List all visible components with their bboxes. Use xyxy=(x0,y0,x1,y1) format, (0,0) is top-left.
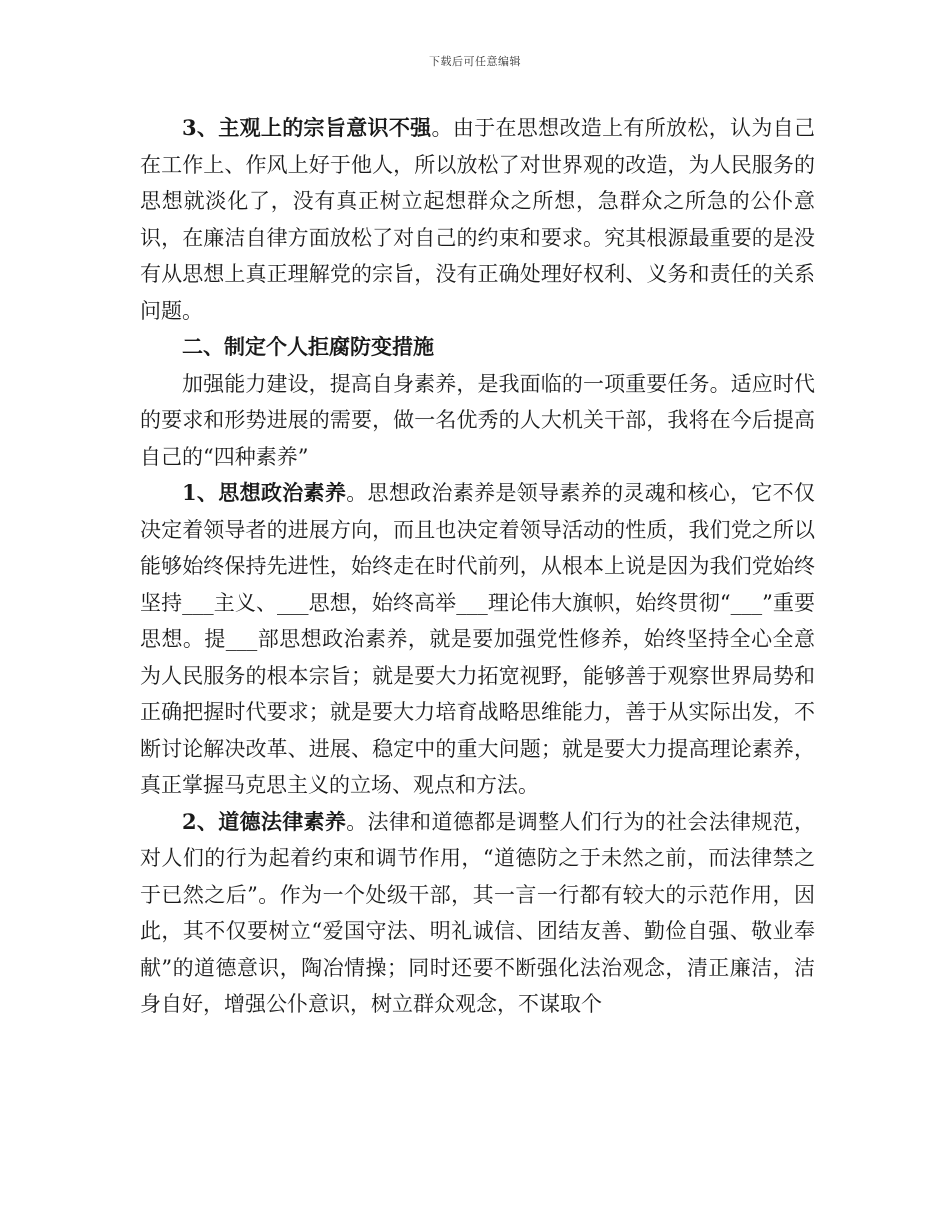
paragraph-text: 。思想政治素养是领导素养的灵魂和核心，它不仅决定着领导者的进展方向，而且也决定着领导活动的性质，我们党之所以能够始终保持先进性，始终走在时代前列，从根本上说是因为我们党始终坚持___主义、___思想，始终高举___理论伟大旗帜，始终贯彻“___”重要思想。提___部思想政治素养，就是要加强党性修养，始终坚持全心全意为人民服务的根本宗旨；就是要大力拓宽视野，能够善于观察世界局势和正确把握时代要求；就是要大力培育战略思维能力，善于从实际出发，不断讨论解决改革、进展、稳定中的重大问题；就是要大力提高理论素养，真正掌握马克思主义的立场、观点和方法。 xyxy=(140,481,815,797)
paragraph-lead: 1、思想政治素养 xyxy=(182,480,347,505)
document-body xyxy=(140,110,815,1023)
paragraph-purpose-awareness xyxy=(140,110,815,329)
paragraph-text: 。法律和道德都是调整人们行为的社会法律规范，对人们的行为起着约束和调节作用，“道德防之于未然之前，而法律禁之于已然之后”。作为一个处级干部，其一言一行都有较大的示范作用，因此，其不仅要树立“爱国守法、明礼诚信、团结友善、勤俭自强、敬业奉献”的道德意识，陶冶情操；同时还要不断强化法治观念，清正廉洁，洁身自好，增强公仆意识，树立群众观念，不谋取个 xyxy=(140,809,815,1016)
paragraph-intro: 加强能力建设，提高自身素养，是我面临的一项重要任务。适应时代的要求和形势进展的需要，做一名优秀的人大机关干部，我将在今后提高自己的“四种素养” xyxy=(140,371,815,469)
paragraph-lead: 3、主观上的宗旨意识不强 xyxy=(182,115,432,140)
paragraph-lead: 2、道德法律素养 xyxy=(182,808,347,834)
paragraph-moral-legal-quality xyxy=(140,804,815,1023)
paragraph-text: 。由于在思想改造上有所放松，认为自己在工作上、作风上好于他人，所以放松了对世界观的改造，为人民服务的思想就淡化了，没有真正树立起想群众之所想，急群众之所急的公仆意识，在廉洁自律方面放松了对自己的约束和要求。究其根源最重要的是没有从思想上真正理解党的宗旨，没有正确处理好权利、义务和责任的关系问题。 xyxy=(140,116,815,323)
section-heading: 二、制定个人拒腐防变措施 xyxy=(182,334,434,359)
paragraph-political-quality xyxy=(140,475,815,804)
page-header: 下载后可任意编辑 xyxy=(429,55,521,68)
